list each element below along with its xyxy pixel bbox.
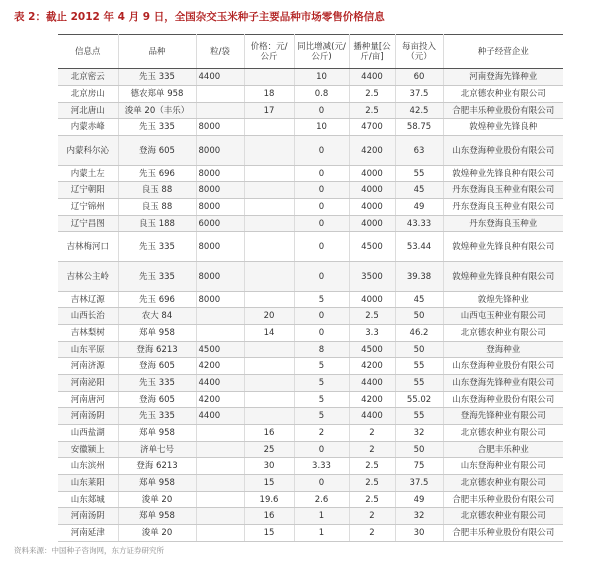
cell-variety: 良玉 88 bbox=[118, 182, 196, 199]
cell-yoy: 0 bbox=[294, 308, 349, 325]
cell-company: 丹东登海良玉种业 bbox=[443, 216, 563, 232]
cell-company: 丹东登海良玉种业有限公司 bbox=[443, 182, 563, 199]
cell-variety: 良玉 188 bbox=[118, 216, 196, 232]
cell-region: 吉林梨树 bbox=[58, 325, 118, 342]
cell-variety: 先玉 335 bbox=[118, 119, 196, 136]
cell-sow: 2.5 bbox=[349, 458, 395, 475]
table-row bbox=[58, 392, 563, 408]
cell-company: 合肥丰乐种业股份有限公司 bbox=[443, 525, 563, 542]
cell-region: 吉林梅河口 bbox=[58, 232, 118, 262]
cell-variety: 先玉 335 bbox=[118, 375, 196, 392]
cell-yoy: 2.6 bbox=[294, 492, 349, 508]
cell-region: 内蒙科尔沁 bbox=[58, 136, 118, 166]
table-row bbox=[58, 86, 563, 103]
cell-sow: 4000 bbox=[349, 199, 395, 216]
cell-yoy: 2 bbox=[294, 425, 349, 442]
cell-invest: 55 bbox=[395, 166, 443, 182]
cell-variety: 登海 6213 bbox=[118, 458, 196, 475]
cell-price bbox=[244, 342, 294, 358]
cell-sow: 2 bbox=[349, 508, 395, 525]
cell-company: 山东登海种业股份有限公司 bbox=[443, 358, 563, 375]
cell-variety: 先玉 696 bbox=[118, 166, 196, 182]
cell-variety: 郑单 958 bbox=[118, 475, 196, 492]
cell-company: 北京德农种业有限公司 bbox=[443, 425, 563, 442]
cell-grain bbox=[196, 508, 244, 525]
cell-invest: 50 bbox=[395, 342, 443, 358]
cell-sow: 2.5 bbox=[349, 492, 395, 508]
cell-region: 吉林公主岭 bbox=[58, 262, 118, 292]
cell-company: 北京德农种业有限公司 bbox=[443, 475, 563, 492]
cell-price: 18 bbox=[244, 86, 294, 103]
cell-region: 山东莱阳 bbox=[58, 475, 118, 492]
cell-company: 北京德农种业有限公司 bbox=[443, 508, 563, 525]
header-yoy: 同比增减(元/公斤) bbox=[294, 35, 349, 69]
cell-sow: 2 bbox=[349, 525, 395, 542]
cell-sow: 4000 bbox=[349, 182, 395, 199]
cell-invest: 50 bbox=[395, 308, 443, 325]
source-note: 资料来源：中国种子咨询网，东方证券研究所 bbox=[14, 546, 164, 555]
table-row bbox=[58, 292, 563, 308]
cell-price bbox=[244, 119, 294, 136]
cell-invest: 60 bbox=[395, 69, 443, 86]
cell-invest: 53.44 bbox=[395, 232, 443, 262]
cell-sow: 4000 bbox=[349, 166, 395, 182]
cell-price bbox=[244, 199, 294, 216]
cell-price: 15 bbox=[244, 525, 294, 542]
cell-invest: 39.38 bbox=[395, 262, 443, 292]
cell-yoy: 0 bbox=[294, 262, 349, 292]
cell-company: 敦煌先锋种业 bbox=[443, 292, 563, 308]
cell-sow: 4000 bbox=[349, 216, 395, 232]
cell-sow: 4400 bbox=[349, 408, 395, 425]
cell-price bbox=[244, 375, 294, 392]
cell-variety: 先玉 335 bbox=[118, 232, 196, 262]
cell-invest: 49 bbox=[395, 492, 443, 508]
cell-region: 吉林辽源 bbox=[58, 292, 118, 308]
table-row bbox=[58, 408, 563, 425]
cell-grain: 4200 bbox=[196, 358, 244, 375]
table-row bbox=[58, 119, 563, 136]
cell-variety: 登海 6213 bbox=[118, 342, 196, 358]
cell-variety: 农大 84 bbox=[118, 308, 196, 325]
header-variety: 品种 bbox=[118, 35, 196, 69]
cell-invest: 45 bbox=[395, 292, 443, 308]
cell-variety: 浚单 20 bbox=[118, 525, 196, 542]
cell-variety: 先玉 335 bbox=[118, 408, 196, 425]
cell-region: 河南唐河 bbox=[58, 392, 118, 408]
cell-invest: 32 bbox=[395, 425, 443, 442]
cell-variety: 良玉 88 bbox=[118, 199, 196, 216]
cell-variety: 德农郑单 958 bbox=[118, 86, 196, 103]
cell-yoy: 5 bbox=[294, 392, 349, 408]
cell-yoy: 1 bbox=[294, 525, 349, 542]
table-row bbox=[58, 342, 563, 358]
cell-company: 山西屯玉种业有限公司 bbox=[443, 308, 563, 325]
cell-price bbox=[244, 182, 294, 199]
cell-region: 河南汤阴 bbox=[58, 408, 118, 425]
cell-invest: 32 bbox=[395, 508, 443, 525]
cell-grain: 4400 bbox=[196, 375, 244, 392]
cell-company: 合肥丰乐种业股份有限公司 bbox=[443, 492, 563, 508]
cell-price bbox=[244, 232, 294, 262]
cell-sow: 3500 bbox=[349, 262, 395, 292]
table-row bbox=[58, 475, 563, 492]
cell-price: 19.6 bbox=[244, 492, 294, 508]
cell-sow: 2.5 bbox=[349, 475, 395, 492]
cell-yoy: 3.33 bbox=[294, 458, 349, 475]
cell-company: 丹东登海良玉种业有限公司 bbox=[443, 199, 563, 216]
header-row bbox=[58, 35, 563, 69]
cell-yoy: 8 bbox=[294, 342, 349, 358]
cell-yoy: 0 bbox=[294, 232, 349, 262]
cell-variety: 济单七号 bbox=[118, 442, 196, 458]
table-row bbox=[58, 375, 563, 392]
cell-company: 北京德农种业有限公司 bbox=[443, 86, 563, 103]
cell-grain: 8000 bbox=[196, 199, 244, 216]
cell-price: 16 bbox=[244, 508, 294, 525]
cell-invest: 30 bbox=[395, 525, 443, 542]
cell-grain: 8000 bbox=[196, 136, 244, 166]
cell-price bbox=[244, 216, 294, 232]
cell-company: 敦煌种业先锋良种 bbox=[443, 119, 563, 136]
cell-grain bbox=[196, 308, 244, 325]
table-row bbox=[58, 325, 563, 342]
cell-price bbox=[244, 358, 294, 375]
cell-grain: 6000 bbox=[196, 216, 244, 232]
cell-invest: 63 bbox=[395, 136, 443, 166]
cell-grain bbox=[196, 86, 244, 103]
table-row bbox=[58, 232, 563, 262]
cell-grain: 4500 bbox=[196, 342, 244, 358]
header-company: 种子经营企业 bbox=[443, 35, 563, 69]
cell-price: 16 bbox=[244, 425, 294, 442]
cell-price bbox=[244, 292, 294, 308]
cell-region: 山东平原 bbox=[58, 342, 118, 358]
cell-yoy: 0.8 bbox=[294, 86, 349, 103]
cell-region: 河南汤阴 bbox=[58, 508, 118, 525]
cell-sow: 2.5 bbox=[349, 86, 395, 103]
cell-grain: 4400 bbox=[196, 408, 244, 425]
cell-grain bbox=[196, 325, 244, 342]
cell-sow: 4400 bbox=[349, 375, 395, 392]
table-caption: 表 2：截止 2012 年 4 月 9 日，全国杂交玉米种子主要品种市场零售价格信息 bbox=[14, 11, 385, 23]
table-row bbox=[58, 508, 563, 525]
cell-company: 山东登海种业有限公司 bbox=[443, 458, 563, 475]
table-row bbox=[58, 492, 563, 508]
cell-invest: 49 bbox=[395, 199, 443, 216]
cell-invest: 55 bbox=[395, 375, 443, 392]
cell-invest: 75 bbox=[395, 458, 443, 475]
header-grain-price: 粒/袋 bbox=[196, 35, 244, 69]
cell-sow: 2.5 bbox=[349, 308, 395, 325]
cell-price bbox=[244, 408, 294, 425]
cell-grain bbox=[196, 103, 244, 119]
cell-variety: 先玉 696 bbox=[118, 292, 196, 308]
cell-invest: 55 bbox=[395, 408, 443, 425]
header-region: 信息点 bbox=[58, 35, 118, 69]
cell-price: 14 bbox=[244, 325, 294, 342]
cell-region: 北京房山 bbox=[58, 86, 118, 103]
cell-invest: 37.5 bbox=[395, 86, 443, 103]
cell-grain: 8000 bbox=[196, 119, 244, 136]
table-row bbox=[58, 69, 563, 86]
table-row bbox=[58, 525, 563, 542]
cell-yoy: 5 bbox=[294, 408, 349, 425]
cell-sow: 4000 bbox=[349, 292, 395, 308]
cell-company: 敦煌种业先锋良种有限公司 bbox=[443, 232, 563, 262]
table-row bbox=[58, 103, 563, 119]
cell-region: 山东滨州 bbox=[58, 458, 118, 475]
cell-company: 山东登海种业股份有限公司 bbox=[443, 392, 563, 408]
cell-sow: 4400 bbox=[349, 69, 395, 86]
header-sowing: 播种量[公斤/亩] bbox=[349, 35, 395, 69]
cell-yoy: 0 bbox=[294, 136, 349, 166]
cell-company: 登海先锋种业有限公司 bbox=[443, 408, 563, 425]
cell-price bbox=[244, 262, 294, 292]
cell-variety: 郑单 958 bbox=[118, 425, 196, 442]
cell-price bbox=[244, 392, 294, 408]
cell-region: 河南济源 bbox=[58, 358, 118, 375]
cell-company: 合肥丰乐种业股份有限公司 bbox=[443, 103, 563, 119]
cell-grain: 4400 bbox=[196, 69, 244, 86]
cell-grain bbox=[196, 475, 244, 492]
cell-invest: 46.2 bbox=[395, 325, 443, 342]
cell-sow: 4500 bbox=[349, 232, 395, 262]
cell-grain bbox=[196, 492, 244, 508]
cell-sow: 2.5 bbox=[349, 103, 395, 119]
cell-grain: 8000 bbox=[196, 292, 244, 308]
table-row bbox=[58, 199, 563, 216]
cell-region: 辽宁朝阳 bbox=[58, 182, 118, 199]
cell-company: 山东登海种业股份有限公司 bbox=[443, 136, 563, 166]
cell-company: 山东登海先锋种业有限公司 bbox=[443, 375, 563, 392]
cell-yoy: 5 bbox=[294, 375, 349, 392]
cell-invest: 58.75 bbox=[395, 119, 443, 136]
cell-region: 河北唐山 bbox=[58, 103, 118, 119]
cell-company: 登海种业 bbox=[443, 342, 563, 358]
cell-price: 30 bbox=[244, 458, 294, 475]
cell-variety: 先玉 335 bbox=[118, 69, 196, 86]
cell-grain: 8000 bbox=[196, 166, 244, 182]
cell-yoy: 1 bbox=[294, 508, 349, 525]
cell-yoy: 0 bbox=[294, 199, 349, 216]
cell-invest: 43.33 bbox=[395, 216, 443, 232]
cell-company: 敦煌种业先锋良种有限公司 bbox=[443, 166, 563, 182]
seed-price-table bbox=[58, 34, 563, 542]
cell-yoy: 10 bbox=[294, 69, 349, 86]
cell-sow: 4200 bbox=[349, 136, 395, 166]
table-row bbox=[58, 216, 563, 232]
cell-yoy: 0 bbox=[294, 166, 349, 182]
cell-yoy: 5 bbox=[294, 358, 349, 375]
cell-sow: 4500 bbox=[349, 342, 395, 358]
cell-price: 15 bbox=[244, 475, 294, 492]
cell-grain: 8000 bbox=[196, 262, 244, 292]
table-row bbox=[58, 182, 563, 199]
cell-invest: 37.5 bbox=[395, 475, 443, 492]
table-row bbox=[58, 262, 563, 292]
cell-variety: 浚单 20（丰乐） bbox=[118, 103, 196, 119]
cell-variety: 登海 605 bbox=[118, 358, 196, 375]
cell-variety: 登海 605 bbox=[118, 392, 196, 408]
table-row bbox=[58, 136, 563, 166]
cell-yoy: 0 bbox=[294, 216, 349, 232]
cell-region: 山西盐湖 bbox=[58, 425, 118, 442]
cell-sow: 4700 bbox=[349, 119, 395, 136]
cell-region: 河南泌阳 bbox=[58, 375, 118, 392]
table-row bbox=[58, 442, 563, 458]
cell-variety: 先玉 335 bbox=[118, 262, 196, 292]
cell-price bbox=[244, 69, 294, 86]
cell-invest: 42.5 bbox=[395, 103, 443, 119]
cell-variety: 郑单 958 bbox=[118, 325, 196, 342]
cell-grain: 4200 bbox=[196, 392, 244, 408]
cell-region: 辽宁昌图 bbox=[58, 216, 118, 232]
cell-company: 北京德农种业有限公司 bbox=[443, 325, 563, 342]
cell-yoy: 0 bbox=[294, 475, 349, 492]
cell-price: 20 bbox=[244, 308, 294, 325]
cell-region: 辽宁锦州 bbox=[58, 199, 118, 216]
cell-price: 17 bbox=[244, 103, 294, 119]
cell-variety: 郑单 958 bbox=[118, 508, 196, 525]
cell-invest: 55 bbox=[395, 358, 443, 375]
cell-region: 山西长治 bbox=[58, 308, 118, 325]
table-row bbox=[58, 308, 563, 325]
cell-company: 敦煌种业先锋良种有限公司 bbox=[443, 262, 563, 292]
cell-grain bbox=[196, 425, 244, 442]
cell-price bbox=[244, 166, 294, 182]
cell-variety: 浚单 20 bbox=[118, 492, 196, 508]
cell-grain: 8000 bbox=[196, 232, 244, 262]
cell-invest: 55.02 bbox=[395, 392, 443, 408]
cell-yoy: 0 bbox=[294, 103, 349, 119]
cell-grain bbox=[196, 442, 244, 458]
cell-sow: 4200 bbox=[349, 392, 395, 408]
table-row bbox=[58, 425, 563, 442]
cell-region: 内蒙土左 bbox=[58, 166, 118, 182]
cell-yoy: 0 bbox=[294, 182, 349, 199]
cell-region: 山东郯城 bbox=[58, 492, 118, 508]
cell-invest: 45 bbox=[395, 182, 443, 199]
cell-region: 河南延津 bbox=[58, 525, 118, 542]
cell-yoy: 0 bbox=[294, 325, 349, 342]
cell-sow: 3.3 bbox=[349, 325, 395, 342]
cell-yoy: 0 bbox=[294, 442, 349, 458]
cell-variety: 登海 605 bbox=[118, 136, 196, 166]
cell-region: 北京密云 bbox=[58, 69, 118, 86]
cell-region: 安徽颍上 bbox=[58, 442, 118, 458]
cell-grain bbox=[196, 458, 244, 475]
table-body bbox=[58, 69, 563, 542]
cell-yoy: 10 bbox=[294, 119, 349, 136]
table-row bbox=[58, 458, 563, 475]
cell-sow: 4200 bbox=[349, 358, 395, 375]
cell-region: 内蒙赤峰 bbox=[58, 119, 118, 136]
cell-sow: 2 bbox=[349, 425, 395, 442]
cell-price bbox=[244, 136, 294, 166]
header-investment: 每亩投入（元） bbox=[395, 35, 443, 69]
cell-company: 河南登海先锋种业 bbox=[443, 69, 563, 86]
cell-grain bbox=[196, 525, 244, 542]
table-row bbox=[58, 166, 563, 182]
cell-sow: 2 bbox=[349, 442, 395, 458]
cell-invest: 50 bbox=[395, 442, 443, 458]
cell-yoy: 5 bbox=[294, 292, 349, 308]
cell-price: 25 bbox=[244, 442, 294, 458]
cell-company: 合肥丰乐种业 bbox=[443, 442, 563, 458]
cell-grain: 8000 bbox=[196, 182, 244, 199]
header-price: 价格：元/公斤 bbox=[244, 35, 294, 69]
table-row bbox=[58, 358, 563, 375]
